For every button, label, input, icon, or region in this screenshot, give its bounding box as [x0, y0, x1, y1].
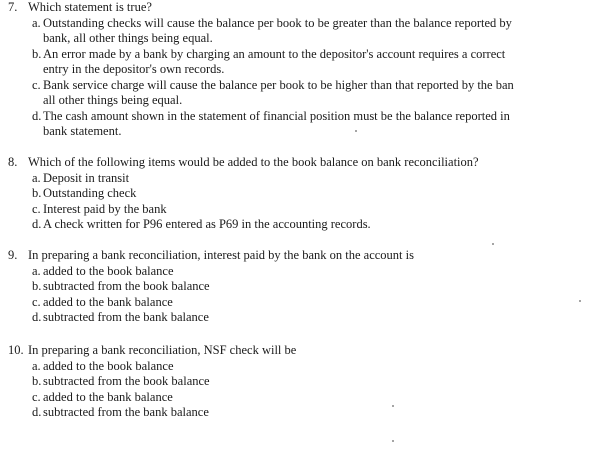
choice-letter: b. [32, 46, 42, 61]
choice-c [8, 390, 592, 406]
scan-speck [492, 243, 494, 245]
choice-text: subtracted from the book balance [43, 374, 210, 388]
choice-text-line2: entry in the depositor's own records. [43, 62, 225, 76]
choice-d [8, 109, 592, 140]
choice-b [8, 47, 592, 78]
choice-text: added to the bank balance [43, 389, 173, 404]
choice-letter: d. [32, 108, 42, 123]
question-number: 7. [8, 0, 18, 14]
choice-letter: a. [32, 263, 41, 278]
scan-speck [392, 405, 394, 407]
choice-text: added to the book balance [43, 263, 174, 278]
choice-text-line2: bank, all other things being equal. [43, 31, 213, 45]
question-8 [8, 155, 592, 233]
choice-letter: c. [32, 201, 41, 216]
question-7 [8, 0, 592, 140]
question-8-header [8, 155, 592, 171]
question-number: 10. [8, 343, 24, 357]
choice-letter: b. [32, 186, 42, 200]
choice-b [8, 374, 592, 390]
choice-c [8, 295, 592, 311]
choice-text: Outstanding check [43, 186, 137, 200]
choice-letter: a. [32, 15, 41, 30]
question-text: Which of the following items would be added to the book balance on bank reconciliation? [28, 155, 479, 169]
choice-text-line2: all other things being equal. [43, 93, 183, 107]
choice-letter: c. [32, 77, 41, 92]
choice-text: Interest paid by the bank [43, 201, 167, 216]
question-10-header [8, 343, 592, 359]
question-text: Which statement is true? [28, 0, 152, 14]
choice-b [8, 279, 592, 295]
choice-text: A check written for P96 entered as P69 in the accounting records. [43, 217, 371, 231]
choice-text: subtracted from the bank balance [43, 405, 209, 419]
choice-letter: c. [32, 294, 41, 309]
choice-a [8, 171, 592, 187]
choice-letter: a. [32, 358, 41, 373]
question-text: In preparing a bank reconciliation, interest paid by the bank on the account is [28, 248, 414, 262]
choice-c [8, 78, 592, 109]
choice-a [8, 359, 592, 375]
choice-letter: b. [32, 374, 42, 388]
question-7-header [8, 0, 592, 16]
question-9 [8, 248, 592, 326]
question-10 [8, 343, 592, 421]
choice-text: subtracted from the bank balance [43, 310, 209, 324]
question-number: 9. [8, 248, 18, 262]
question-9-header [8, 248, 592, 264]
choice-letter: d. [32, 217, 42, 231]
choice-text: subtracted from the book balance [43, 279, 210, 293]
choice-d [8, 405, 592, 421]
scan-speck [579, 300, 581, 302]
choice-text: Deposit in transit [43, 170, 130, 185]
choice-letter: d. [32, 405, 42, 419]
choice-a [8, 16, 592, 47]
choice-text: added to the bank balance [43, 294, 173, 309]
choice-text-line1: Bank service charge will cause the balance per book to be higher than that reported by the ban [43, 77, 514, 92]
scan-speck [392, 440, 394, 442]
choice-letter: b. [32, 279, 42, 293]
choice-letter: c. [32, 389, 41, 404]
choice-d [8, 217, 592, 233]
choice-a [8, 264, 592, 280]
question-number: 8. [8, 155, 18, 169]
choice-text-line1: Outstanding checks will cause the balance per book to be greater than the balance reported by [43, 15, 512, 30]
choice-c [8, 202, 592, 218]
choice-text-line1: The cash amount shown in the statement of financial position must be the balance reported in [43, 108, 510, 123]
choice-d [8, 310, 592, 326]
scan-speck [355, 130, 357, 132]
choice-b [8, 186, 592, 202]
choice-text: added to the book balance [43, 358, 174, 373]
choice-text-line1: An error made by a bank by charging an amount to the depositor's account requires a correct [43, 46, 506, 61]
choice-letter: a. [32, 170, 41, 185]
question-text: In preparing a bank reconciliation, NSF check will be [28, 343, 297, 357]
choice-letter: d. [32, 310, 42, 324]
choice-text-line2: bank statement. [43, 124, 122, 138]
